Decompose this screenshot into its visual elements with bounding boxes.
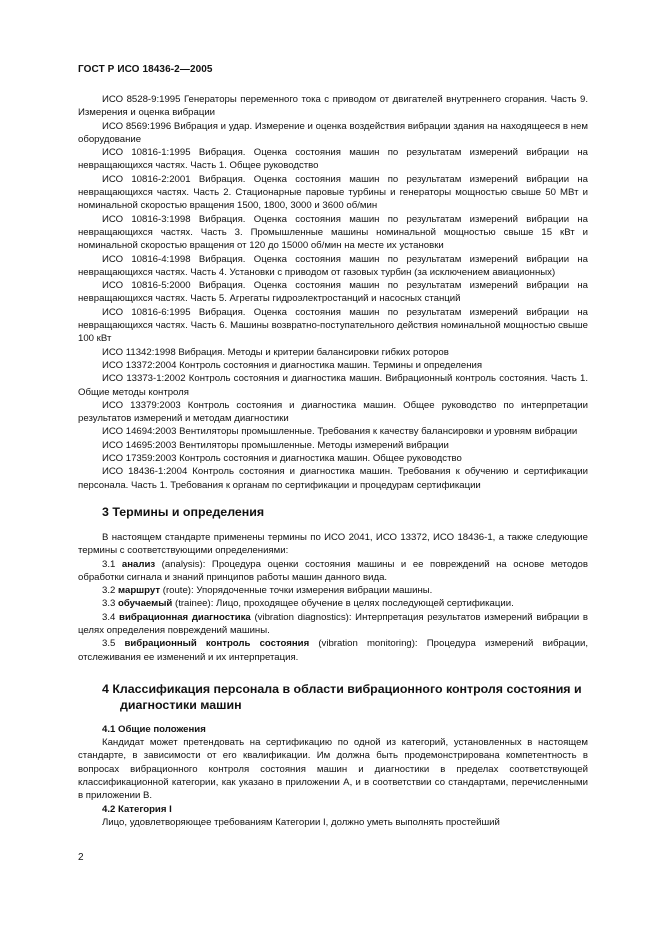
term-name: вибрационный контроль состояния — [124, 638, 310, 650]
subsection-4-2-text: Лицо, удовлетворяющее требованиям Категории I, должно уметь выполнять простейший — [102, 816, 500, 828]
term-definition — [78, 611, 588, 638]
term-name: вибрационная диагностика — [119, 611, 251, 623]
reference-item: ИСО 10816-5:2000 Вибрация. Оценка состояния машин по результатам измерений вибрации на невращающихся частях. Часть 5. Агрегаты гидроэлектростанций и насосных станций — [78, 280, 588, 305]
reference-item: ИСО 17359:2003 Контроль состояния и диагностика машин. Общее руководство — [102, 453, 462, 465]
reference-item: ИСО 14695:2003 Вентиляторы промышленные. Методы измерений вибрации — [102, 439, 449, 451]
section-3-title: 3 Термины и определения — [102, 504, 265, 519]
term-number: 3.5 — [102, 638, 125, 650]
term-name: обучаемый — [118, 598, 173, 610]
term-text: (route): Упорядоченные точки измерения вибрации машины. — [160, 585, 433, 597]
reference-item: ИСО 8569:1996 Вибрация и удар. Измерение и оценка воздействия вибрации здания на находящееся в нем оборудование — [78, 120, 588, 145]
reference-item: ИСО 10816-4:1998 Вибрация. Оценка состояния машин по результатам измерений вибрации на невращающихся частях. Часть 4. Установки с приводом от газовых турбин (за исключением авиационных) — [78, 253, 588, 278]
section-3-intro: В настоящем стандарте применены термины по ИСО 2041, ИСО 13372, ИСО 18436-1, а также следующие термины с соответствующими определениями: — [78, 531, 588, 557]
term-number: 3.1 — [102, 558, 122, 570]
page-number: 2 — [78, 852, 84, 863]
reference-item: ИСО 14694:2003 Вентиляторы промышленные. Требования к качеству балансировки и уровням вибрации — [102, 426, 578, 438]
term-name: маршрут — [118, 585, 161, 597]
term-name: анализ — [121, 558, 156, 570]
reference-item: ИСО 10816-3:1998 Вибрация. Оценка состояния машин по результатам измерений вибрации на невращающихся частях. Часть 3. Промышленные машины номинальной мощностью свыше 15 кВт и номинальной скоростью вращения от 120 до 15000 об/мин на месте их установки — [78, 213, 588, 252]
subsection-4-1-text: Кандидат может претендовать на сертификацию по одной из категорий, установленных в настоящем стандарте, в зависимости от его квалификации. Им должна быть продемонстрирована компетентность в вопросах вибрационного контроля состояния машин и диагностики в пределах соответствующей классификационной категории, как указано в приложении А, и в соответствии со стандартами, перечисленными в приложении В. — [78, 737, 588, 802]
reference-item: ИСО 10816-2:2001 Вибрация. Оценка состояния машин по результатам измерений вибрации на невращающихся частях. Часть 2. Стационарные паровые турбины и генераторы мощностью свыше 50 МВт и номинальной скоростью вращения 1500, 1800, 3000 и 3600 об/мин — [78, 173, 588, 212]
reference-item: ИСО 13372:2004 Контроль состояния и диагностика машин. Термины и определения — [102, 359, 483, 371]
section-4-title: 4 Классификация персонала в области вибрационного контроля состояния и диагностики машин — [102, 681, 582, 712]
reference-item: ИСО 10816-6:1995 Вибрация. Оценка состояния машин по результатам измерений вибрации на невращающихся частях. Часть 6. Машины возвратно-поступательного действия номинальной мощностью свыше 100 кВт — [78, 306, 588, 345]
term-number: 3.4 — [102, 611, 120, 623]
subsection-4-2-title: 4.2 Категория I — [102, 803, 172, 815]
term-text: (trainee): Лицо, проходящее обучение в целях последующей сертификации. — [172, 598, 514, 610]
term-definition — [78, 637, 588, 664]
term-number: 3.2 — [102, 585, 119, 597]
page-content — [78, 93, 588, 829]
term-definition — [78, 584, 588, 597]
reference-item: ИСО 11342:1998 Вибрация. Методы и критерии балансировки гибких роторов — [102, 346, 449, 358]
term-definition — [78, 597, 588, 610]
document-header: ГОСТ Р ИСО 18436-2—2005 — [78, 64, 213, 75]
terms-list — [78, 558, 588, 664]
term-text: (vibration monitoring): Процедура измерений вибрации, отслеживания ее изменений и их интерпретация. — [78, 638, 588, 663]
term-definition — [78, 558, 588, 585]
reference-item: ИСО 13373-1:2002 Контроль состояния и диагностика машин. Вибрационный контроль состояния. Часть 1. Общие методы контроля — [78, 373, 588, 398]
subsection-4-1-title: 4.1 Общие положения — [102, 723, 206, 735]
reference-item: ИСО 18436-1:2004 Контроль состояния и диагностика машин. Требования к обучению и сертификации персонала. Часть 1. Требования к органам по сертификации и процедурам сертификации — [78, 466, 588, 491]
term-text: (vibration diagnostics): Интерпретация результатов измерений вибрации в целях определения повреждений машины. — [78, 611, 588, 636]
reference-item: ИСО 8528-9:1995 Генераторы переменного тока с приводом от двигателей внутреннего сгорания. Часть 9. Измерения и оценка вибрации — [78, 94, 588, 119]
reference-item: ИСО 10816-1:1995 Вибрация. Оценка состояния машин по результатам измерений вибрации на невращающихся частях. Часть 1. Общее руководство — [78, 147, 588, 172]
term-number: 3.3 — [102, 598, 119, 610]
normative-references-list — [78, 93, 588, 492]
term-text: (analysis): Процедура оценки состояния машины и ее повреждений на основе методов обработки сигнала и знаний принципов работы машин данного вида. — [78, 558, 588, 583]
reference-item: ИСО 13379:2003 Контроль состояния и диагностика машин. Общее руководство по интерпретации результатов измерений и методам диагностики — [78, 399, 588, 425]
